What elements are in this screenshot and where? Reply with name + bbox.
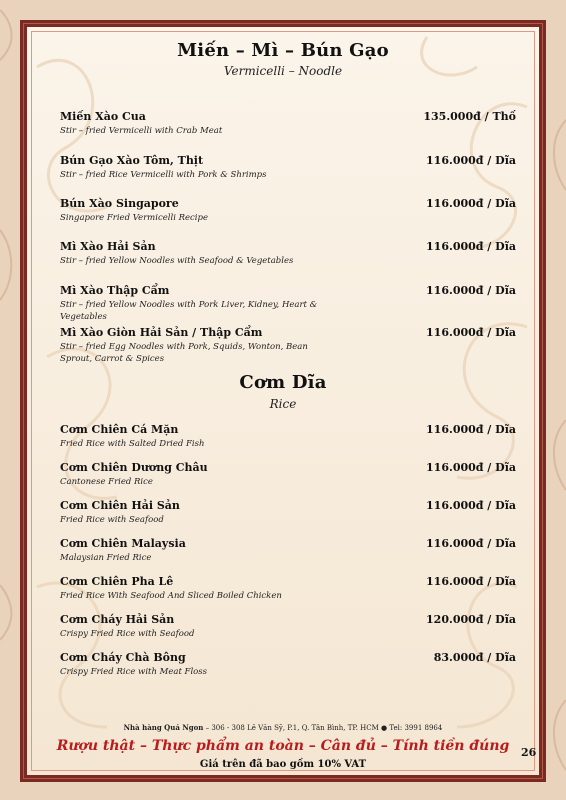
menu-item-description: Malaysian Fried Rice [60,553,152,563]
menu-item-description: Stir – fried Yellow Noodles with Pork Liver, Kidney, Heart & Vegetables [60,300,318,322]
footer-address-line [0,723,566,732]
menu-item-name: Cơm Chiên Malaysia [60,537,186,550]
menu-item-name: Mì Xào Thập Cẩm [60,284,170,297]
menu-item [60,461,520,488]
menu-item-description: Stir – fried Vermicelli with Crab Meat [60,126,223,136]
menu-item-description: Fried Rice with Seafood [60,515,164,525]
menu-item [60,240,520,267]
menu-item-name: Cơm Chiên Dương Châu [60,461,208,474]
menu-item-description: Crispy Fried Rice with Seafood [60,629,195,639]
menu-item [60,575,520,602]
restaurant-address: – 306 - 308 Lê Văn Sỹ, P.1, Q. Tân Bình, TP. HCM [205,724,379,732]
menu-item-description: Stir – fried Egg Noodles with Pork, Squids, Wonton, Bean Sprout, Carrot & Spices [60,342,308,364]
menu-item [60,423,520,450]
menu-item-description: Fried Rice with Salted Dried Fish [60,439,205,449]
section-title-noodles: Miến – Mì – Bún Gạo [177,40,389,61]
menu-item-name: Bún Xào Singapore [60,197,179,210]
page-number: 26 [521,746,537,759]
menu-item-name: Cơm Chiên Pha Lê [60,575,174,588]
menu-item-price: 116.000đ / Dĩa [426,154,516,167]
menu-item-price: 116.000đ / Dĩa [426,197,516,210]
menu-item [60,110,520,137]
menu-item-name: Cơm Cháy Chà Bông [60,651,186,664]
menu-item-price: 116.000đ / Dĩa [426,423,516,436]
menu-item-description: Stir – fried Rice Vermicelli with Pork & Shrimps [60,170,267,180]
menu-item-name: Bún Gạo Xào Tôm, Thịt [60,154,204,167]
menu-item-description: Singapore Fried Vermicelli Recipe [60,213,208,223]
menu-item-price: 135.000đ / Thố [423,110,516,123]
menu-item-name: Miến Xào Cua [60,110,146,123]
menu-item-price: 116.000đ / Dĩa [426,461,516,474]
menu-item [60,284,520,323]
menu-item-name: Cơm Chiên Cá Mặn [60,423,179,436]
menu-item [60,499,520,526]
menu-item-price: 116.000đ / Dĩa [426,284,516,297]
bullet-separator: ● [381,724,388,732]
menu-item-name: Cơm Chiên Hải Sản [60,499,180,512]
menu-item-price: 83.000đ / Dĩa [433,651,516,664]
tagline: Rượu thật – Thực phẩm an toàn – Cân đủ – Tính tiền đúng [56,738,510,754]
menu-item-name: Mì Xào Hải Sản [60,240,156,253]
menu-item-description: Crispy Fried Rice with Meat Floss [60,667,208,677]
menu-item [60,197,520,224]
section-title-rice: Cơm Dĩa [239,372,327,393]
menu-item-price: 116.000đ / Dĩa [426,499,516,512]
menu-item [60,537,520,564]
menu-item-price: 116.000đ / Dĩa [426,575,516,588]
menu-item-description: Cantonese Fried Rice [60,477,153,487]
menu-item [60,613,520,640]
vat-note: Giá trên đã bao gồm 10% VAT [199,759,367,770]
menu-item-price: 116.000đ / Dĩa [426,537,516,550]
menu-item [60,154,520,181]
menu-item-price: 116.000đ / Dĩa [426,326,516,339]
menu-item [60,651,520,678]
menu-item-price: 120.000đ / Dĩa [426,613,516,626]
restaurant-phone: Tel: 3991 8964 [389,724,443,732]
restaurant-name: Nhà hàng Quá Ngon [123,723,204,732]
section-subtitle-noodles: Vermicelli – Noodle [223,64,343,78]
menu-item-price: 116.000đ / Dĩa [426,240,516,253]
menu-item-description: Stir – fried Yellow Noodles with Seafood & Vegetables [60,256,294,266]
menu-item-description: Fried Rice With Seafood And Sliced Boiled Chicken [60,591,282,601]
menu-item [60,326,520,365]
section-subtitle-rice: Rice [269,397,297,411]
menu-item-name: Cơm Cháy Hải Sản [60,613,175,626]
menu-item-name: Mì Xào Giòn Hải Sản / Thập Cẩm [60,326,263,339]
